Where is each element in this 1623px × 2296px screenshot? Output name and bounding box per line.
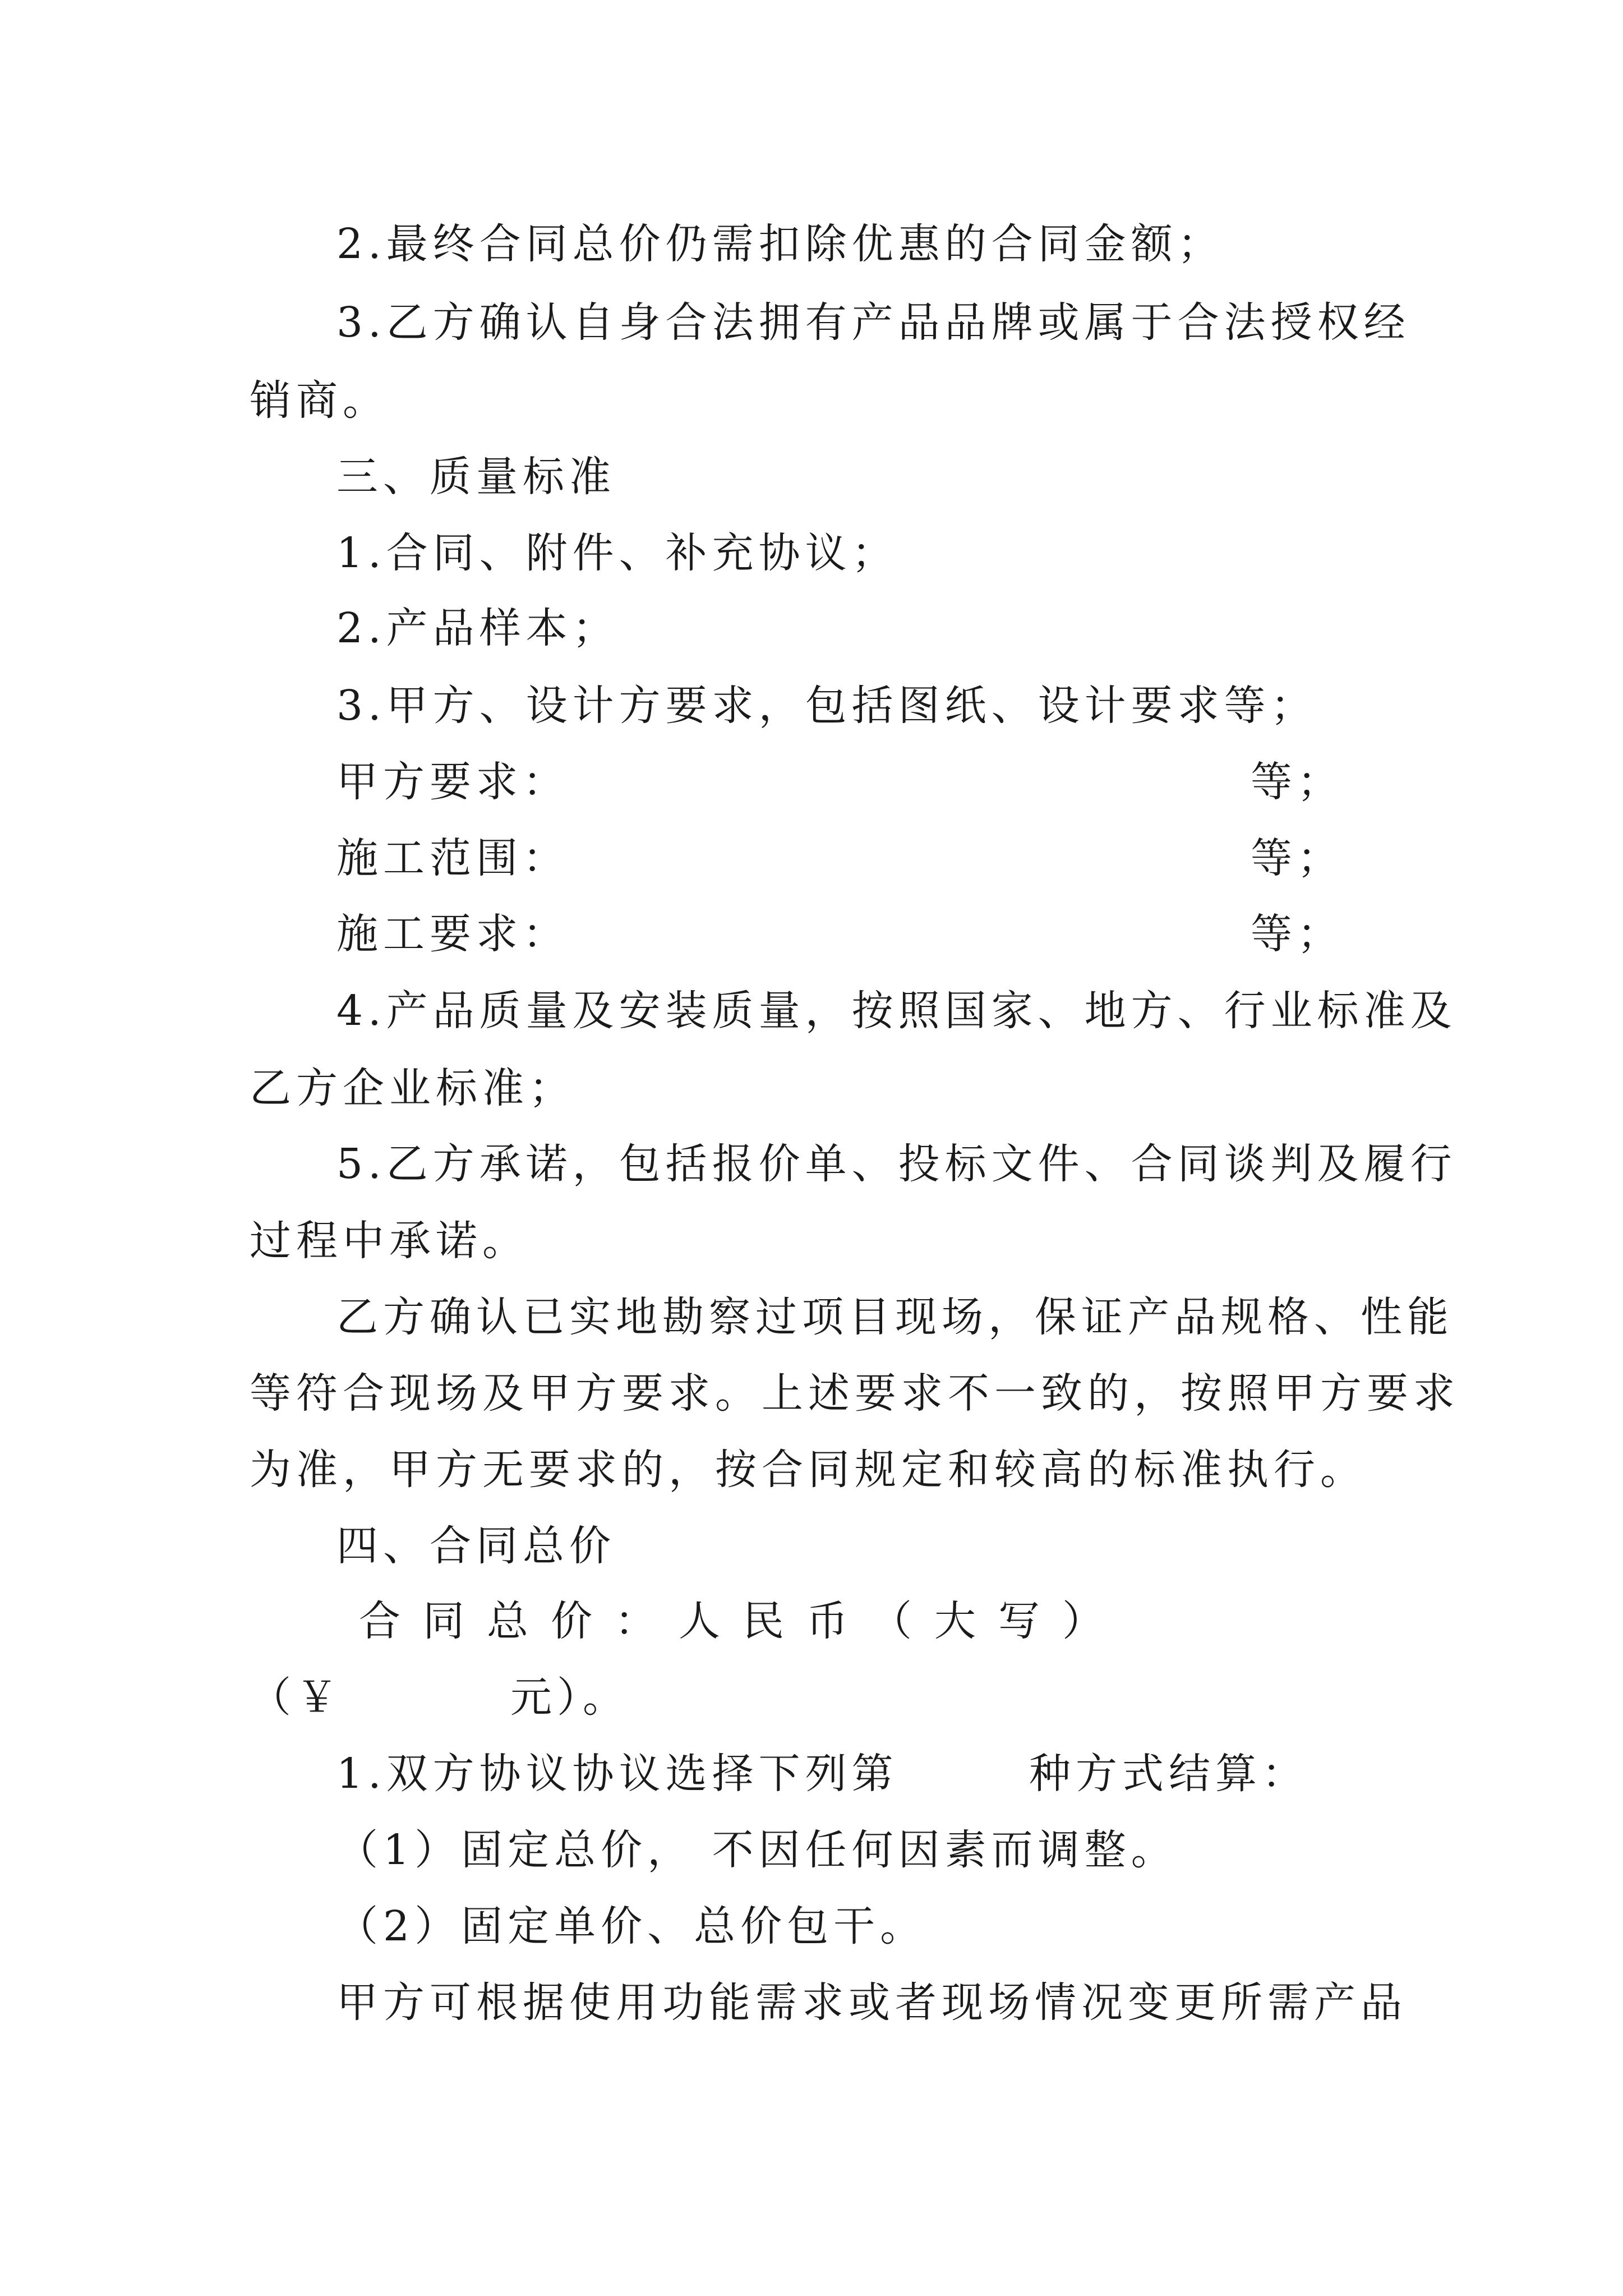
- site-survey-paragraph-line3: 为准，甲方无要求的，按合同规定和较高的标准执行。: [250, 1446, 1367, 1494]
- settlement-option-2: （2）固定单价、总价包干。: [336, 1902, 927, 1950]
- total-price-figure-open: （￥: [250, 1673, 343, 1722]
- quality-item-4-cont: 乙方企业标准；: [250, 1064, 575, 1112]
- quality-item-4: 4.产品质量及安装质量，按照国家、地方、行业标准及: [336, 987, 1457, 1035]
- clause-brand-authorization: 3.乙方确认自身合法拥有产品品牌或属于合法授权经: [336, 298, 1410, 347]
- quality-item-1: 1.合同、附件、补充协议；: [336, 529, 898, 577]
- construction-requirements-label: 施工要求：: [336, 910, 569, 958]
- quality-item-3: 3.甲方、设计方要求，包括图纸、设计要求等；: [336, 682, 1317, 730]
- party-a-requirements-label: 甲方要求：: [336, 758, 569, 806]
- settlement-method-select: 1.双方协议协议选择下列第: [336, 1750, 898, 1798]
- settlement-option-1: （1）固定总价， 不因任何因素而调整。: [336, 1826, 1178, 1874]
- construction-scope-label: 施工范围：: [336, 834, 569, 882]
- site-survey-paragraph: 乙方确认已实地勘察过项目现场，保证产品规格、性能: [336, 1293, 1454, 1341]
- quality-item-5-cont: 过程中承诺。: [250, 1217, 529, 1265]
- variation-paragraph: 甲方可根据使用功能需求或者现场情况变更所需产品: [336, 1978, 1407, 2027]
- construction-scope-suffix: 等；: [1251, 834, 1344, 882]
- site-survey-paragraph-line2: 等符合现场及甲方要求。上述要求不一致的，按照甲方要求: [250, 1369, 1460, 1418]
- quality-item-5: 5.乙方承诺，包括报价单、投标文件、合同谈判及履行: [336, 1140, 1457, 1188]
- party-a-requirements-suffix: 等；: [1251, 758, 1344, 806]
- clause-price-deduction: 2.最终合同总价仍需扣除优惠的合同金额；: [336, 220, 1224, 268]
- section-heading-quality: 三、质量标准: [336, 453, 616, 501]
- section-heading-total-price: 四、合同总价: [336, 1522, 616, 1570]
- total-price-rmb-uppercase: 合同总价：人民币（大写）: [359, 1597, 1126, 1645]
- total-price-figure-unit: 元）。: [510, 1673, 629, 1722]
- settlement-method-suffix: 种方式结算：: [1029, 1750, 1308, 1798]
- clause-brand-authorization-cont: 销商。: [250, 376, 389, 425]
- construction-requirements-suffix: 等；: [1251, 910, 1344, 958]
- quality-item-2: 2.产品样本；: [336, 604, 619, 652]
